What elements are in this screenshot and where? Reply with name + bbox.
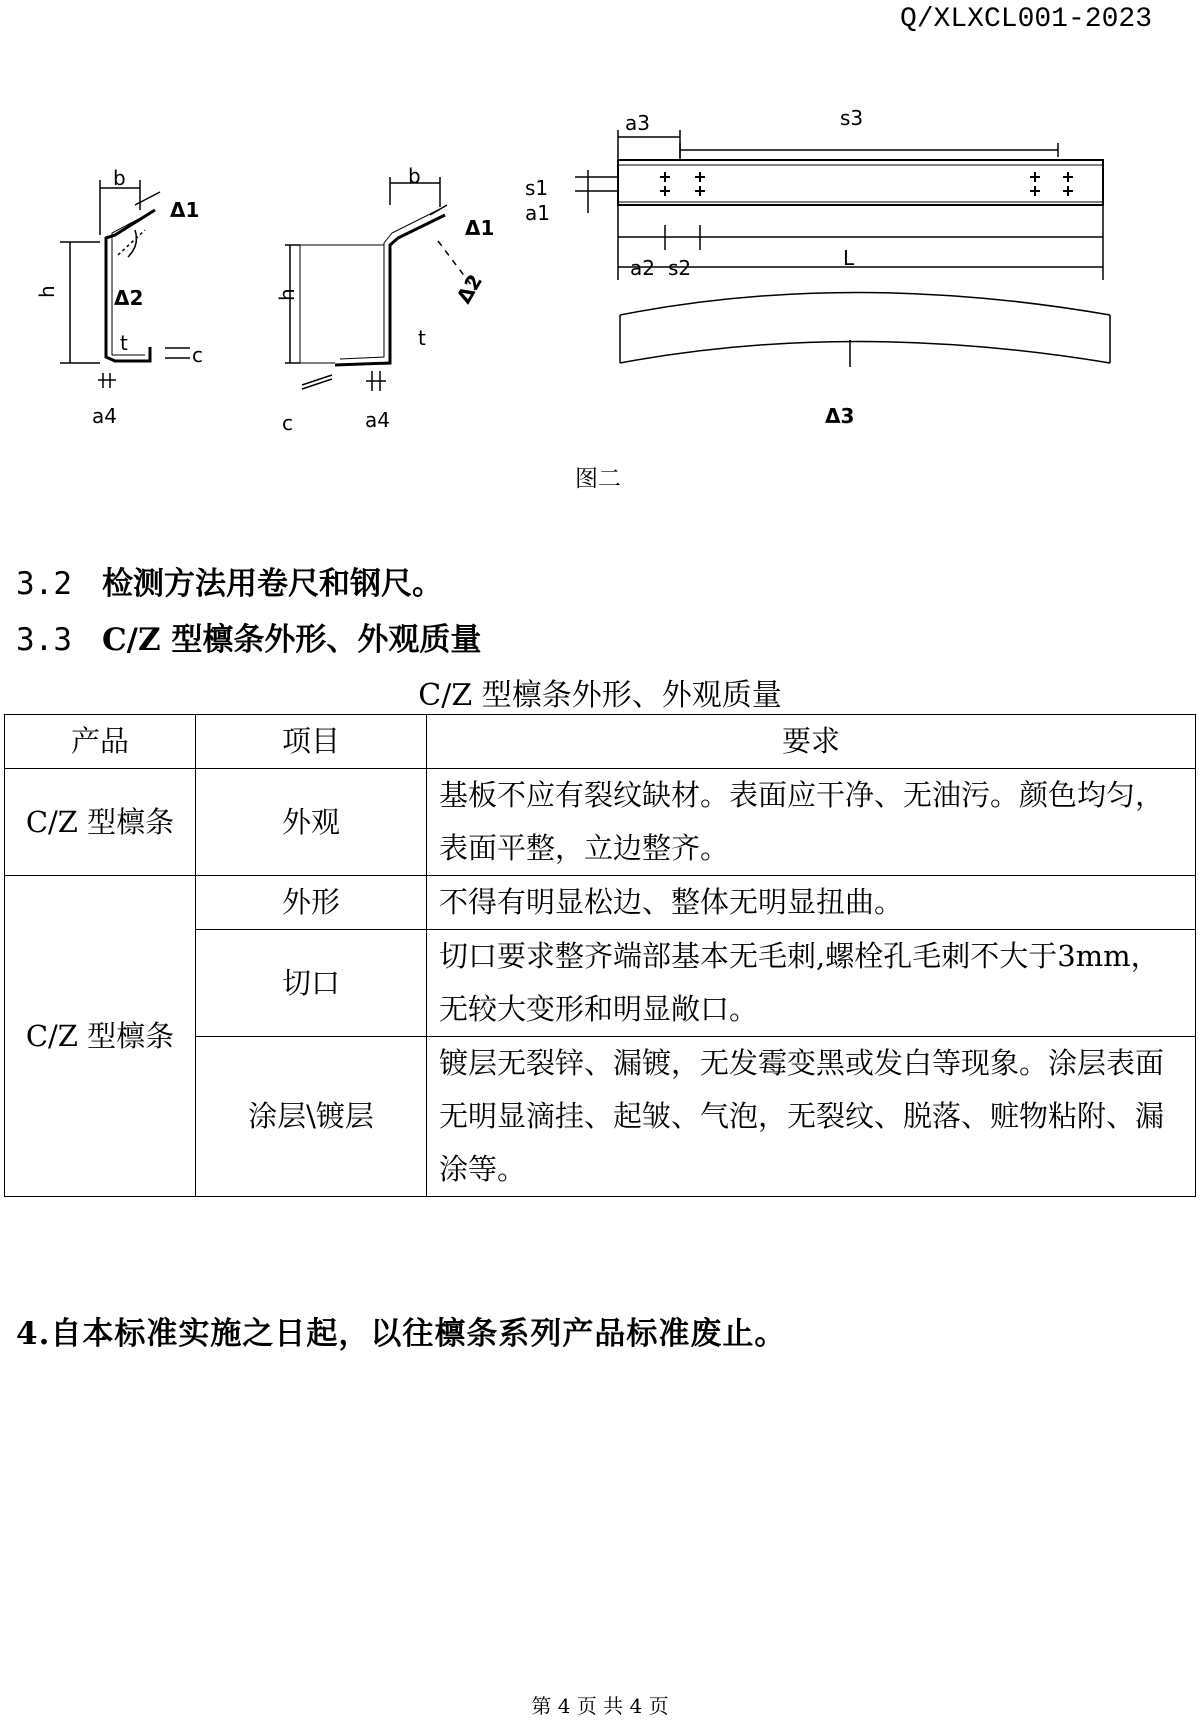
table-header-row xyxy=(5,715,1196,769)
label-s1: s1 xyxy=(525,176,549,200)
document-code: Q/XLXCL001-2023 xyxy=(899,4,1152,35)
label-a4-c: a4 xyxy=(92,404,117,428)
section-number: 3.2 xyxy=(16,566,72,602)
label-b-c: b xyxy=(113,166,126,190)
requirement-cell: 基板不应有裂纹缺材。表面应干净、无油污。颜色均匀，表面平整，立边整齐。 xyxy=(427,769,1196,876)
label-a4-z: a4 xyxy=(365,408,390,432)
label-s3: s3 xyxy=(840,106,864,130)
bow-view-drawing xyxy=(620,293,1110,368)
table-title: C/Z 型檩条外形、外观质量 xyxy=(418,678,782,713)
section-number: 3.3 xyxy=(16,622,72,658)
product-cell: C/Z 型檩条 xyxy=(5,769,196,876)
label-s2: s2 xyxy=(668,256,692,280)
label-a2: a2 xyxy=(630,256,655,280)
final-clause: 4.自本标准实施之日起，以往檩条系列产品标准废止。 xyxy=(16,1316,787,1352)
section-3-2 xyxy=(16,558,443,603)
figure-caption: 图二 xyxy=(575,466,621,492)
item-cell: 外形 xyxy=(196,876,427,930)
label-delta3: Δ3 xyxy=(825,404,855,428)
item-cell: 涂层\镀层 xyxy=(196,1037,427,1197)
table-row xyxy=(5,876,1196,930)
purlin-dimension-figure xyxy=(0,105,1200,445)
header-item: 项目 xyxy=(196,715,427,769)
label-h-z: h xyxy=(275,288,299,301)
item-cell: 外观 xyxy=(196,769,427,876)
label-t-z: t xyxy=(418,326,426,350)
requirement-cell: 不得有明显松边、整体无明显扭曲。 xyxy=(427,876,1196,930)
section-3-3 xyxy=(16,614,481,659)
section-text: 检测方法用卷尺和钢尺。 xyxy=(102,566,443,602)
label-a3: a3 xyxy=(625,111,650,135)
requirement-cell: 镀层无裂锌、漏镀，无发霉变黑或发白等现象。涂层表面无明显滴挂、起皱、气泡，无裂纹、脱落、赃物粘附、漏涂等。 xyxy=(427,1037,1196,1197)
label-delta1-c: Δ1 xyxy=(170,198,200,222)
header-product: 产品 xyxy=(5,715,196,769)
label-h-c: h xyxy=(35,285,59,298)
header-requirement: 要求 xyxy=(427,715,1196,769)
quality-requirements-table xyxy=(4,714,1196,1197)
label-t-c: t xyxy=(120,331,128,355)
label-c-c: c xyxy=(192,343,203,367)
label-b-z: b xyxy=(408,164,421,188)
label-a1: a1 xyxy=(525,201,550,225)
z-section-drawing xyxy=(285,177,475,391)
page-footer: 第 4 页 共 4 页 xyxy=(531,1694,669,1718)
label-c-z: c xyxy=(282,411,293,435)
label-L: L xyxy=(843,246,855,270)
label-delta2-z: Δ2 xyxy=(451,270,488,308)
item-cell: 切口 xyxy=(196,930,427,1037)
table-row xyxy=(5,769,1196,876)
requirement-cell: 切口要求整齐端部基本无毛刺,螺栓孔毛刺不大于3mm，无较大变形和明显敞口。 xyxy=(427,930,1196,1037)
label-delta2-c: Δ2 xyxy=(114,286,144,310)
product-cell: C/Z 型檩条 xyxy=(5,876,196,1197)
section-text: C/Z 型檩条外形、外观质量 xyxy=(102,622,482,658)
label-delta1-z: Δ1 xyxy=(465,216,495,240)
